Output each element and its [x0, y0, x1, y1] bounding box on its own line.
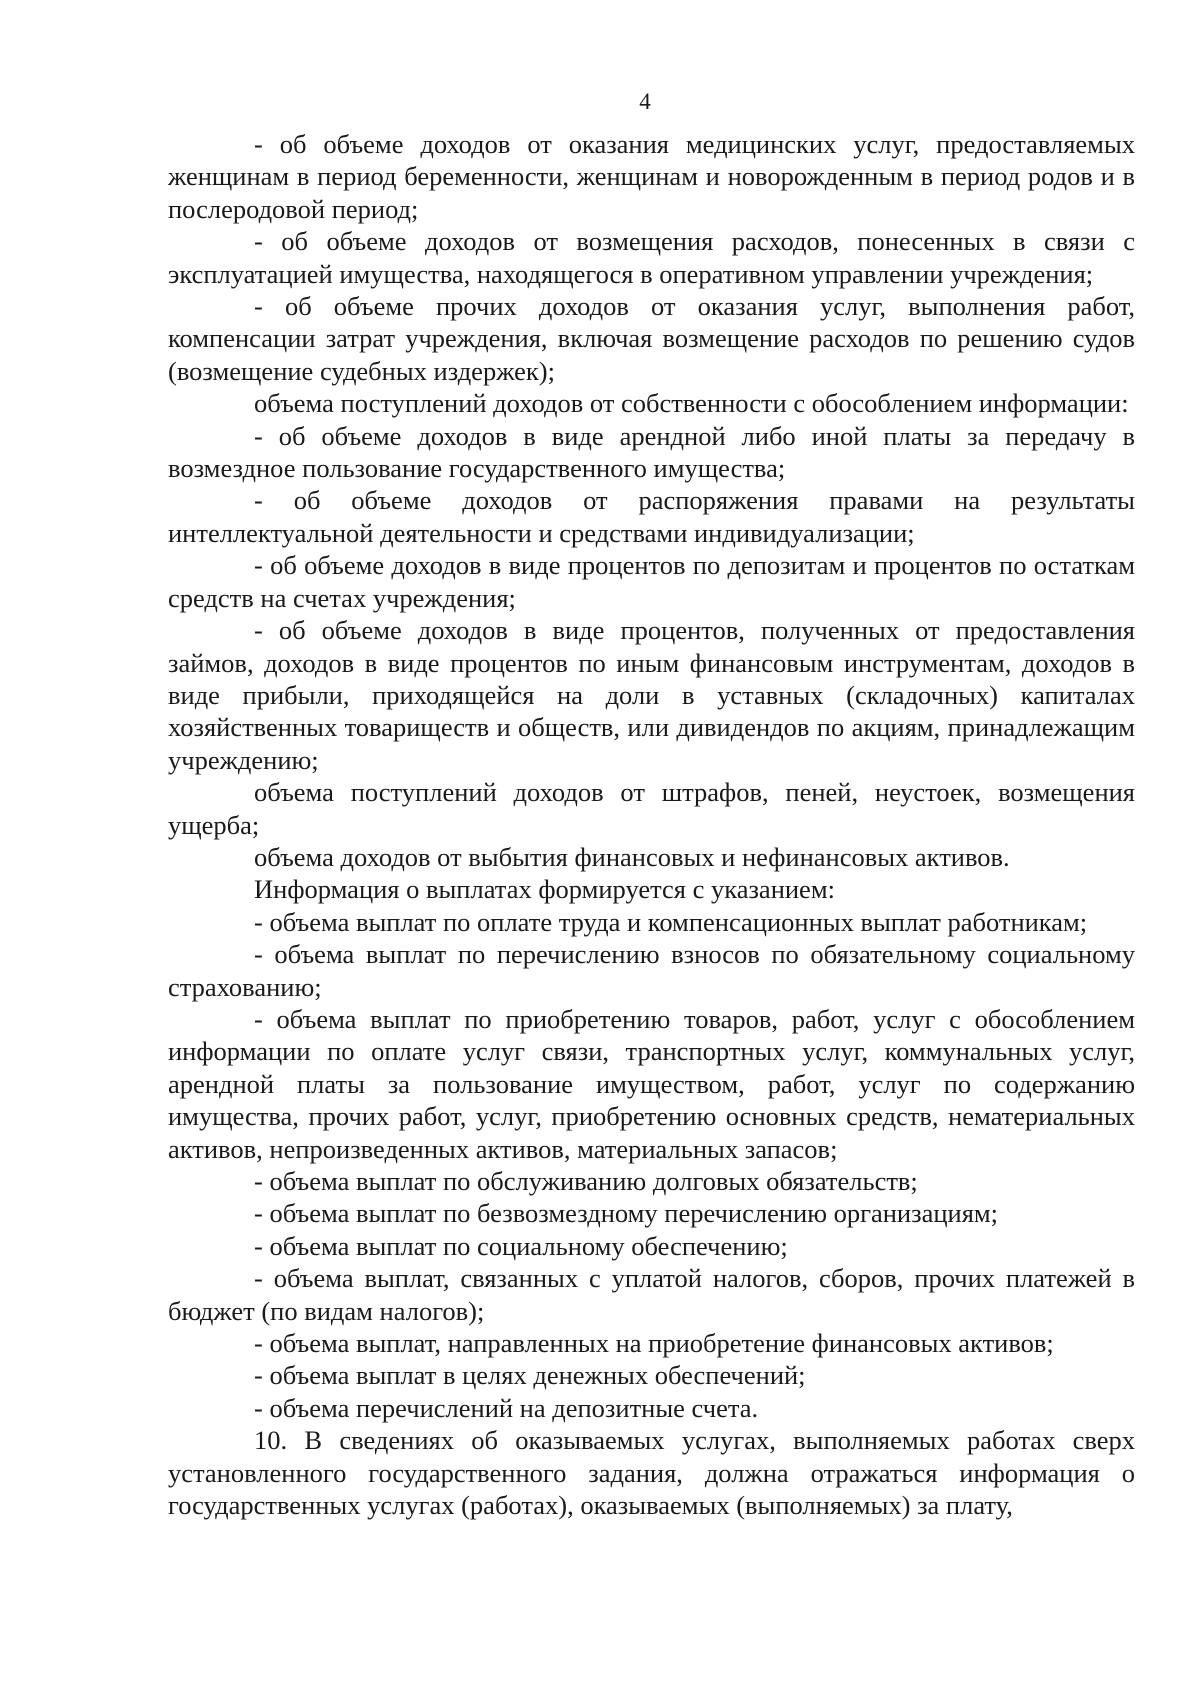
paragraph: - об объеме доходов в виде арендной либо иной платы за передачу в возмездное пользование государственного имущества; — [168, 420, 1135, 484]
paragraph: - объема перечислений на депозитные счета. — [254, 1392, 759, 1423]
paragraph: - объема выплат по перечислению взносов по обязательному социальному страхованию; — [168, 939, 1135, 1002]
paragraph: объема доходов от выбытия финансовых и нефинансовых активов. — [254, 841, 1010, 872]
paragraph: - объема выплат по обслуживанию долговых обязательств; — [254, 1166, 918, 1196]
paragraph: объема поступлений доходов от собственности с обособлением информации: — [254, 388, 1129, 419]
paragraph: - объема выплат по социальному обеспечению; — [254, 1230, 788, 1261]
paragraph: - объема выплат по безвозмездному перечислению организациям; — [254, 1198, 999, 1229]
paragraph: - об объеме доходов от распоряжения правами на результаты интеллектуальной деятельности и средствами индивидуализации; — [168, 485, 1135, 548]
paragraph: - об объеме доходов в виде процентов по депозитам и процентов по остаткам средств на счетах учреждения; — [168, 550, 1135, 613]
paragraph: 10. В сведениях об оказываемых услугах, выполняемых работах сверх установленного государственного задания, должна отражаться информация о государственных услугах (работах), оказываемых (выполняемых) за плату, — [168, 1425, 1135, 1521]
paragraph: Информация о выплатах формируется с указанием: — [254, 874, 835, 905]
paragraph: объема поступлений доходов от штрафов, пеней, неустоек, возмещения ущерба; — [168, 777, 1135, 840]
paragraph: - объема выплат, связанных с уплатой налогов, сборов, прочих платежей в бюджет (по видам налогов); — [168, 1263, 1135, 1326]
document-body — [168, 128, 1135, 1521]
paragraph: - об объеме доходов от возмещения расходов, понесенных в связи с эксплуатацией имущества, находящегося в оперативном управлении учреждения; — [168, 226, 1135, 289]
paragraph: - объема выплат в целях денежных обеспечений; — [254, 1360, 806, 1391]
paragraph: - об объеме доходов в виде процентов, полученных от предоставления займов, доходов в виде процентов по иным финансовым инструментам, доходов в виде прибыли, приходящейся на доли в уставных (складочных) капиталах хозяйственных товариществ и обществ, или дивидендов по акциям, принадлежащим учреждению; — [168, 615, 1135, 775]
paragraph: - объема выплат, направленных на приобретение финансовых активов; — [254, 1328, 1054, 1359]
paragraph: - об объеме прочих доходов от оказания услуг, выполнения работ, компенсации затрат учреждения, включая возмещение расходов по решению судов (возмещение судебных издержек); — [168, 291, 1135, 386]
paragraph: - объема выплат по оплате труда и компенсационных выплат работникам; — [254, 906, 1088, 937]
page-number: 4 — [639, 89, 651, 114]
paragraph: - объема выплат по приобретению товаров, работ, услуг с обособлением информации по оплате услуг связи, транспортных услуг, коммунальных услуг, арендной платы за пользование имуществом, работ, услуг по содержанию имущества, прочих работ, услуг, приобретению основных средств, нематериальных активов, непроизведенных активов, материальных запасов; — [168, 1003, 1135, 1164]
paragraph: - об объеме доходов от оказания медицинских услуг, предоставляемых женщинам в период беременности, женщинам и новорожденным в период родов и в послеродовой период; — [168, 129, 1135, 224]
